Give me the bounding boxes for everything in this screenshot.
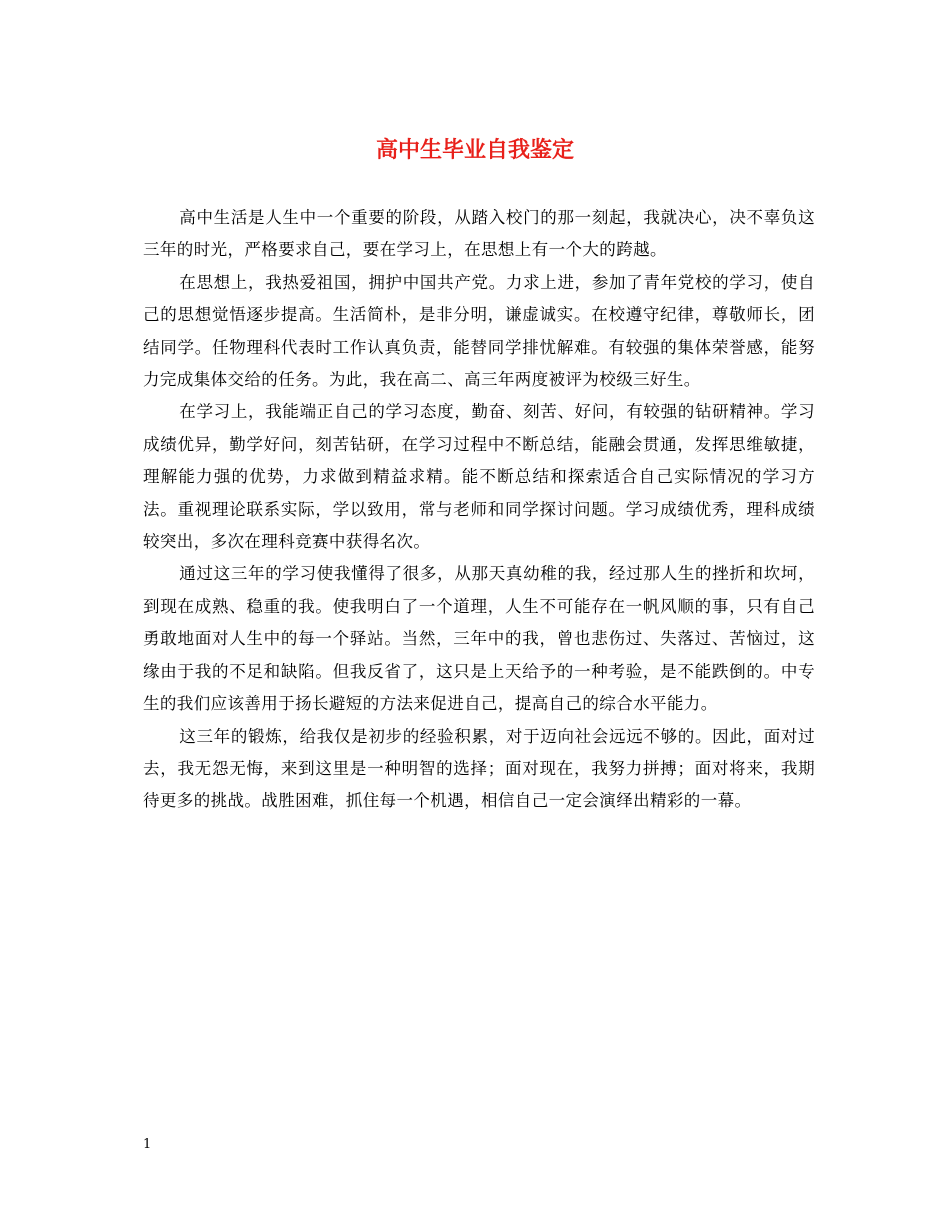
paragraph-3: 在学习上，我能端正自己的学习态度，勤奋、刻苦、好问，有较强的钻研精神。学习成绩优异，勤学好问，刻苦钻研，在学习过程中不断总结，能融会贯通，发挥思维敏捷，理解能力强的优势，力求做到精益求精。能不断总结和探索适合自己实际情况的学习方法。重视理论联系实际，学以致用，常与老师和同学探讨问题。学习成绩优秀，理科成绩较突出，多次在理科竞赛中获得名次。: [143, 402, 815, 552]
paragraph-4: 通过这三年的学习使我懂得了很多，从那天真幼稚的我，经过那人生的挫折和坎坷，到现在成熟、稳重的我。使我明白了一个道理，人生不可能存在一帆风顺的事，只有自己勇敢地面对人生中的每一个驿站。当然，三年中的我，曾也悲伤过、失落过、苦恼过，这缘由于我的不足和缺陷。但我反省了，这只是上天给予的一种考验，是不能跌倒的。中专生的我们应该善用于扬长避短的方法来促进自己，提高自己的综合水平能力。: [143, 564, 815, 714]
page-number: 1: [143, 1137, 152, 1152]
paragraph-5: 这三年的锻炼，给我仅是初步的经验积累，对于迈向社会远远不够的。因此，面对过去，我无怨无悔，来到这里是一种明智的选择；面对现在，我努力拼搏；面对将来，我期待更多的挑战。战胜困难，抓住每一个机遇，相信自己一定会演绎出精彩的一幕。: [143, 726, 815, 811]
document-body: [143, 202, 815, 818]
paragraph-2: 在思想上，我热爱祖国，拥护中国共产党。力求上进，参加了青年党校的学习，使自己的思想觉悟逐步提高。生活简朴，是非分明，谦虚诚实。在校遵守纪律，尊敬师长，团结同学。任物理科代表时工作认真负责，能替同学排忧解难。有较强的集体荣誉感，能努力完成集体交给的任务。为此，我在高二、高三年两度被评为校级三好生。: [143, 272, 815, 390]
paragraph-1: 高中生活是人生中一个重要的阶段，从踏入校门的那一刻起，我就决心，决不辜负这三年的时光，严格要求自己，要在学习上，在思想上有一个大的跨越。: [143, 208, 815, 260]
document-title: 高中生毕业自我鉴定: [375, 137, 574, 163]
